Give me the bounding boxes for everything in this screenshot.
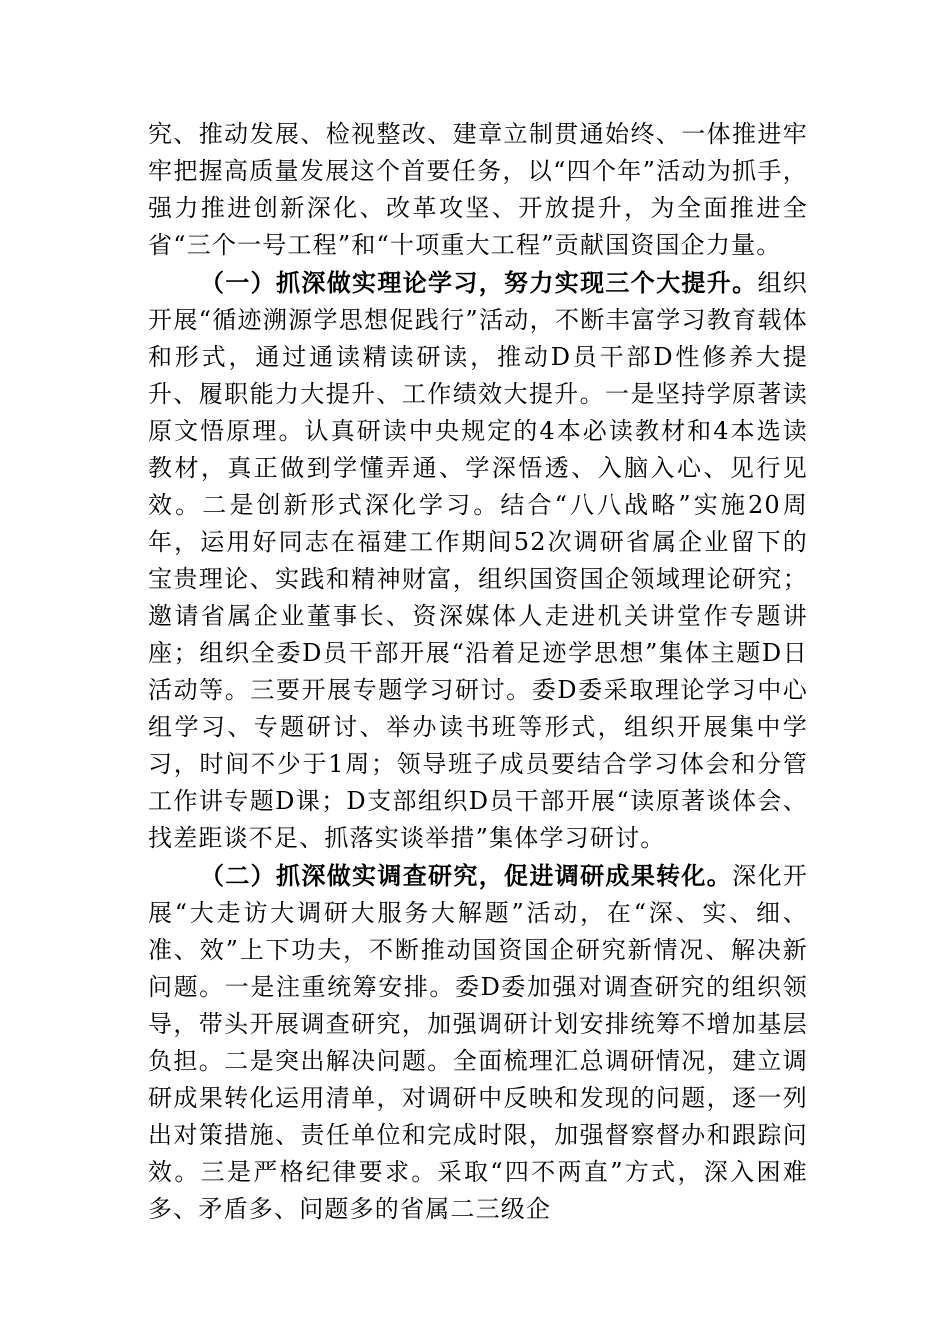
paragraph-investigation-research <box>148 857 808 1228</box>
body-text <box>148 116 808 1228</box>
paragraph-text: 究、推动发展、检视整改、建章立制贯通始终、一体推进牢牢把握高质量发展这个首要任务，以“四个年”活动为抓手，强力推进创新深化、改革攻坚、开放提升，为全面推进全省“三个一号工程”和“十项重大工程”贡献国资国企力量。 <box>148 120 808 259</box>
paragraph-heading: （二）抓深做实调查研究，促进调研成果转化。 <box>200 861 733 890</box>
paragraph-continuation <box>148 116 808 264</box>
paragraph-text: 组织开展“循迹溯源学思想促践行”活动，不断丰富学习教育载体和形式，通过通读精读研读，推动D员干部D性修养大提升、履职能力大提升、工作绩效大提升。一是坚持学原著读原文悟原理。认真研读中央规定的4本必读教材和4本选读教材，真正做到学懂弄通、学深悟透、入脑入心、见行见效。二是创新形式深化学习。结合“八八战略”实施20周年，运用好同志在福建工作期间52次调研省属企业留下的宝贵理论、实践和精神财富，组织国资国企领域理论研究；邀请省属企业董事长、资深媒体人走进机关讲堂作专题讲座；组织全委D员干部开展“沿着足迹学思想”集体主题D日活动等。三要开展专题学习研讨。委D委采取理论学习中心组学习、专题研讨、举办读书班等形式，组织开展集中学习，时间不少于1周；领导班子成员要结合学习体会和分管工作讲专题D课；D支部组织D员干部开展“读原著谈体会、找差距谈不足、抓落实谈举措”集体学习研讨。 <box>148 269 808 852</box>
paragraph-text: 深化开展“大走访大调研大服务大解题”活动，在“深、实、细、准、效”上下功夫，不断推动国资国企研究新情况、解决新问题。一是注重统筹安排。委D委加强对调查研究的组织领导，带头开展调查研究，加强调研计划安排统筹不增加基层负担。二是突出解决问题。全面梳理汇总调研情况，建立调研成果转化运用清单，对调研中反映和发现的问题，逐一列出对策措施、责任单位和完成时限，加强督察督办和跟踪问效。三是严格纪律要求。采取“四不两直”方式，深入困难多、矛盾多、问题多的省属二三级企 <box>148 862 808 1223</box>
paragraph-heading: （一）抓深做实理论学习，努力实现三个大提升。 <box>200 268 758 297</box>
paragraph-theory-study <box>148 264 808 857</box>
